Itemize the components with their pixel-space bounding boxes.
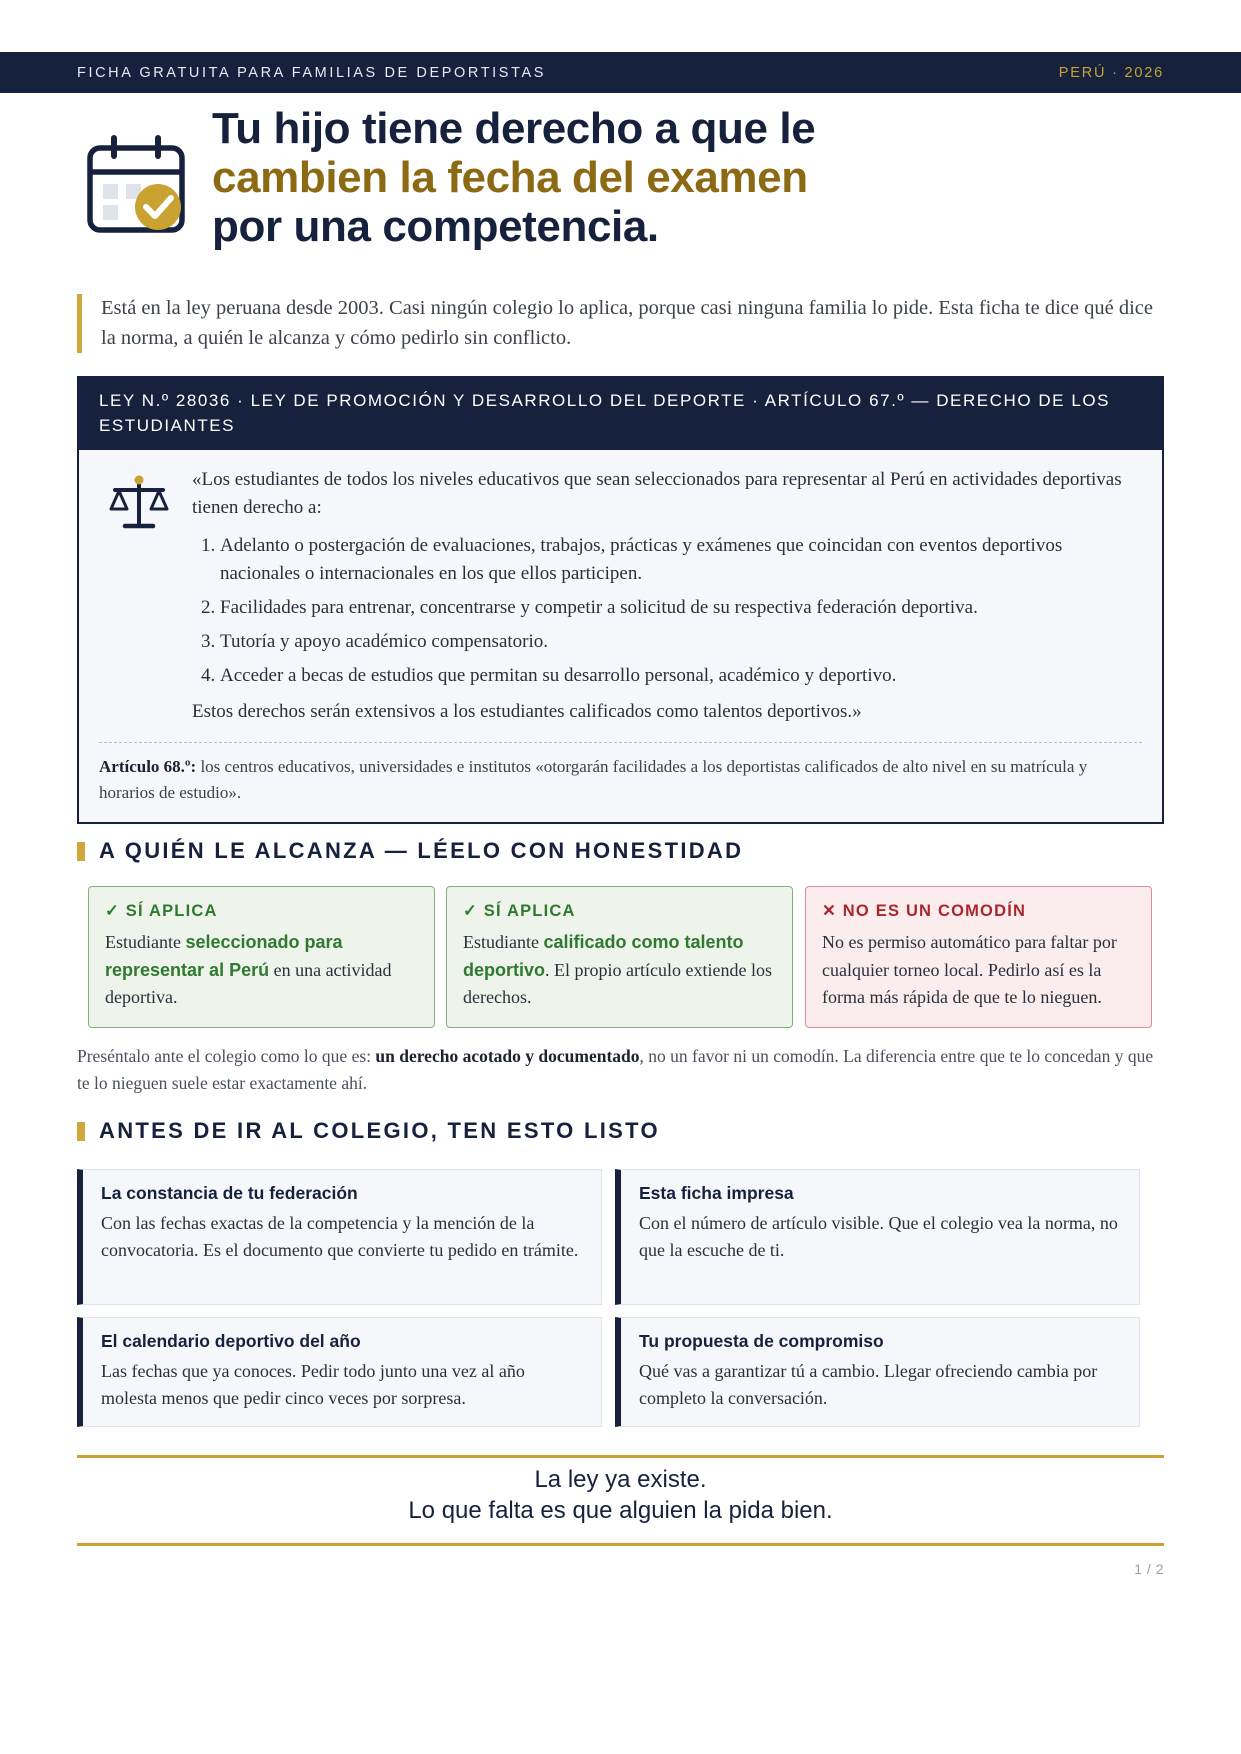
lede-paragraph: Está en la ley peruana desde 2003. Casi ningún colegio lo aplica, porque casi ninguna familia lo pide. Esta ficha te dice qué dice la norma, a quién le alcanza y cómo pedirlo sin conflicto.: [77, 294, 1163, 353]
law-header: LEY N.º 28036 · LEY DE PROMOCIÓN Y DESARROLLO DEL DEPORTE · ARTÍCULO 67.º — DERECHO DE LOS ESTUDIANTES: [79, 378, 1162, 450]
note-text: Preséntalo ante el colegio como lo que es:: [77, 1046, 376, 1066]
calendar-check-icon: [86, 134, 190, 238]
law-right-item: 2. Facilidades para entrenar, concentrarse y competir a solicitud de su respectiva federación deportiva.: [220, 594, 1132, 622]
card-kicker: ✕ NO ES UN COMODÍN: [822, 902, 1027, 920]
card-highlight: seleccionado para representar al Perú: [105, 932, 343, 980]
card-highlight: calificado como talento deportivo: [463, 932, 744, 980]
title-line-2: cambien la fecha del examen: [212, 153, 808, 202]
heading-marker: [77, 1122, 85, 1141]
card-text: Estudiante: [105, 932, 186, 952]
title-line-1: Tu hijo tiene derecho a que le: [212, 104, 816, 153]
banner-label: FICHA GRATUITA PARA FAMILIAS DE DEPORTISTAS: [77, 64, 547, 81]
checklist-section-heading: [77, 1118, 660, 1144]
card-kicker: ✓ SÍ APLICA: [105, 902, 218, 920]
checklist-item: [615, 1169, 1140, 1305]
checklist-heading-text: ANTES DE IR AL COLEGIO, TEN ESTO LISTO: [99, 1118, 660, 1143]
checklist-item-title: Tu propuesta de compromiso: [639, 1331, 884, 1351]
card-text: . El propio artículo extiende los derechos.: [463, 959, 772, 1007]
divider: [99, 742, 1142, 743]
note-text: , no un favor ni un comodín. La diferencia entre que te lo concedan y que te lo nieguen suele estar exactamente ahí.: [77, 1046, 1154, 1093]
law-rights-list: [220, 532, 1132, 690]
checklist-item-text: Las fechas que ya conoces. Pedir todo junto una vez al año molesta menos que pedir cinco veces por sorpresa.: [101, 1361, 525, 1408]
scope-card-not-wildcard: [805, 886, 1152, 1028]
scope-card-applies-selected: [88, 886, 435, 1028]
law-intro: «Los estudiantes de todos los niveles educativos que sean seleccionados para representar al Perú en actividades deportivas tienen derecho a:: [192, 469, 1122, 518]
scales-of-justice-icon: [107, 472, 171, 536]
top-banner: [0, 52, 1241, 93]
law-right-item: 1. Adelanto o postergación de evaluaciones, trabajos, prácticas y exámenes que coincidan con eventos deportivos nacionales o internacionales en los que ellos participen.: [220, 532, 1132, 588]
page-title: [212, 104, 1112, 251]
card-kicker: ✓ SÍ APLICA: [463, 902, 576, 920]
title-line-3: por una competencia.: [212, 202, 659, 251]
checklist-item-text: Con el número de artículo visible. Que el colegio vea la norma, no que la escuche de ti.: [639, 1213, 1118, 1260]
card-body: [463, 929, 776, 1012]
scope-heading-text: A QUIÉN LE ALCANZA — LÉELO CON HONESTIDAD: [99, 838, 744, 863]
law-excerpt-box: [77, 376, 1164, 824]
checklist-item: [77, 1169, 602, 1305]
scope-note: [77, 1043, 1167, 1096]
checklist-item-text: Con las fechas exactas de la competencia y la mención de la convocatoria. Es el documento que convierte tu pedido en trámite.: [101, 1213, 579, 1260]
card-text: Estudiante: [463, 932, 544, 952]
closing-line-1: La ley ya existe.: [534, 1466, 707, 1493]
page-number: 1 / 2: [1134, 1561, 1164, 1577]
checklist-item-title: El calendario deportivo del año: [101, 1331, 361, 1351]
law-right-item: 4. Acceder a becas de estudios que permitan su desarrollo personal, académico y deportivo.: [220, 662, 1132, 690]
closing-rule-bottom: [77, 1543, 1164, 1546]
law-right-item: 3. Tutoría y apoyo académico compensatorio.: [220, 628, 1132, 656]
closing-statement: [77, 1464, 1164, 1526]
checklist-item-text: Qué vas a garantizar tú a cambio. Llegar ofreciendo cambia por completo la conversación.: [639, 1361, 1098, 1408]
article-68-note: [99, 754, 1141, 806]
checklist-item-title: La constancia de tu federación: [101, 1183, 358, 1203]
card-body: No es permiso automático para faltar por cualquier torneo local. Pedirlo así es la forma más rápida de que te lo nieguen.: [822, 932, 1117, 1007]
banner-country-year: PERÚ · 2026: [1058, 64, 1164, 81]
checklist-item: [615, 1317, 1140, 1427]
card-text: en una actividad deportiva.: [105, 959, 392, 1007]
scope-card-applies-talent: [446, 886, 793, 1028]
law-quote: [192, 466, 1132, 726]
note-emphasis: un derecho acotado y documentado: [375, 1046, 640, 1066]
checklist-item-title: Esta ficha impresa: [639, 1183, 794, 1203]
checklist-item: [77, 1317, 602, 1427]
heading-marker: [77, 842, 85, 861]
card-body: [105, 929, 418, 1012]
closing-rule-top: [77, 1455, 1164, 1458]
closing-line-2: Lo que falta es que alguien la pida bien.: [408, 1497, 833, 1524]
article-68-label: Artículo 68.º:: [99, 757, 197, 776]
law-closing: Estos derechos serán extensivos a los estudiantes calificados como talentos deportivos.»: [192, 701, 862, 722]
scope-section-heading: [77, 838, 743, 864]
article-68-text: los centros educativos, universidades e institutos «otorgarán facilidades a los deportistas calificados de alto nivel en su matrícula y horarios de estudio».: [99, 757, 1088, 802]
